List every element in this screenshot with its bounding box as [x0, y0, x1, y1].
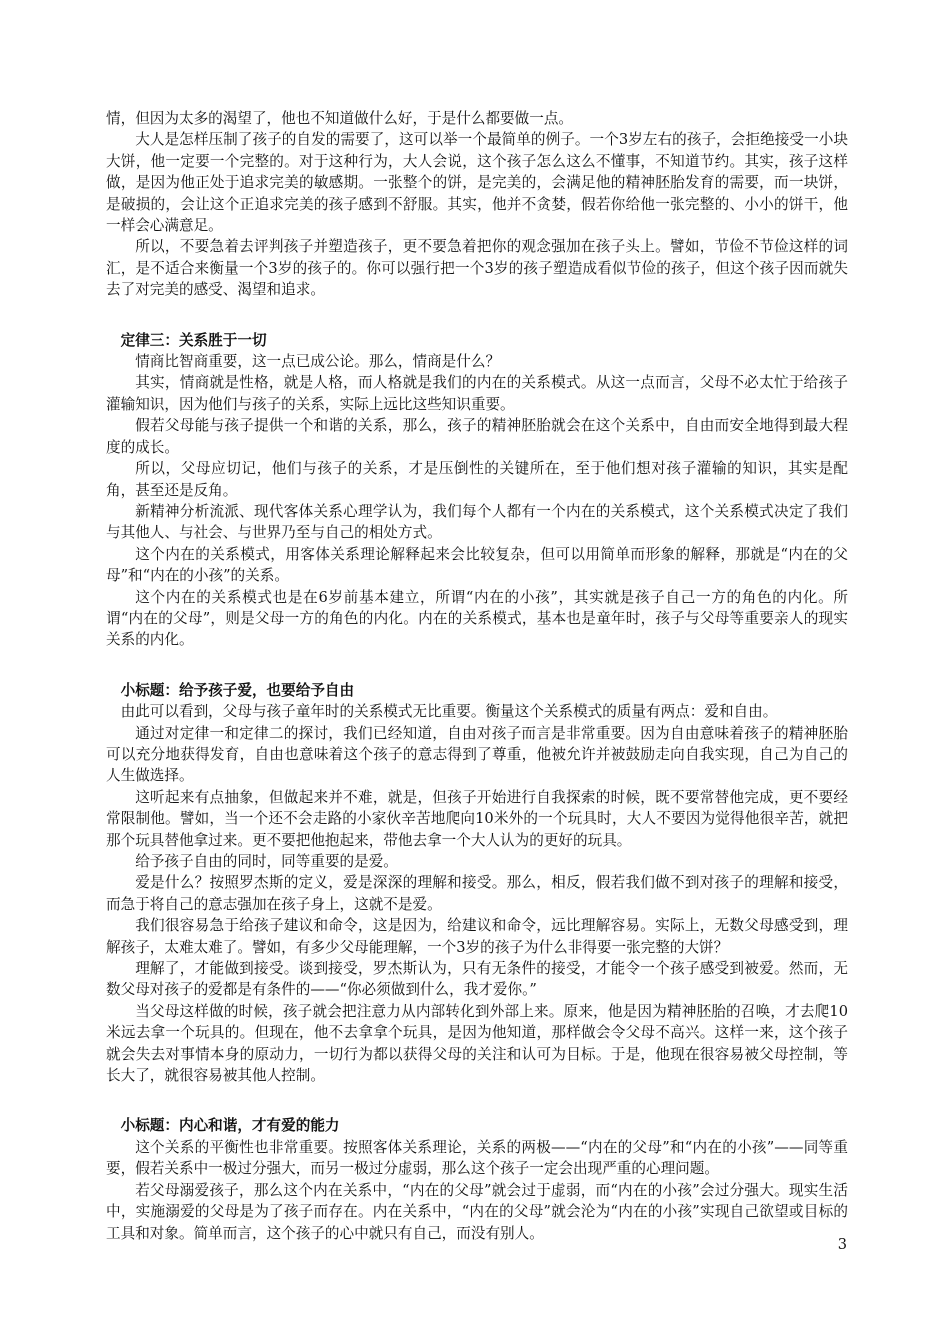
- paragraph: 通过对定律一和定律二的探讨，我们已经知道，自由对孩子而言是非常重要。因为自由意味着孩子的精神胚胎可以充分地获得发育，自由也意味着这个孩子的意志得到了尊重，他被允许并被鼓励走向自我实现，自己为自己的人生做选择。: [106, 724, 848, 785]
- paragraph: 其实，情商就是性格，就是人格，而人格就是我们的内在的关系模式。从这一点而言，父母不必太忙于给孩子灌输知识，因为他们与孩子的关系，实际上远比这些知识重要。: [106, 374, 848, 413]
- paragraph: 所以，父母应切记，他们与孩子的关系，才是压倒性的关键所在，至于他们想对孩子灌输的知识，其实是配角，甚至还是反角。: [106, 460, 848, 499]
- paragraph: 若父母溺爱孩子，那么这个内在关系中，“内在的父母”就会过于虚弱，而“内在的小孩”会过分强大。现实生活中，实施溺爱的父母是为了孩子而存在。内在关系中，“内在的父母”就会沦为“内在的小孩”实现自己欲望或目标的工具和对象。简单而言，这个孩子的心中就只有自己，而没有别人。: [106, 1181, 848, 1242]
- paragraph: 情商比智商重要，这一点已成公论。那么，情商是什么？: [135, 353, 501, 371]
- paragraph: 假若父母能与孩子提供一个和谐的关系，那么，孩子的精神胚胎就会在这个关系中，自由而安全地得到最大程度的成长。: [106, 417, 848, 456]
- paragraph: 给予孩子自由的同时，同等重要的是爱。: [135, 853, 398, 870]
- paragraph: 这听起来有点抽象，但做起来并不难，就是，但孩子开始进行自我探索的时候，既不要常替他完成，更不要经常限制他。譬如，当一个还不会走路的小家伙辛苦地爬向10米外的一个玩具时，大人不要因为觉得他很辛苦，就把那个玩具替他拿过来。更不要把他抱起来，带他去拿一个大人认为的更好的玩具。: [106, 788, 848, 849]
- section-gap: [106, 301, 848, 330]
- page-number: 3: [837, 1236, 847, 1253]
- paragraph: 由此可以看到，父母与孩子童年时的关系模式无比重要。衡量这个关系模式的质量有两点：爱和自由。: [120, 703, 778, 721]
- section-gap: [106, 651, 848, 680]
- paragraph: 情，但因为太多的渴望了，他也不知道做什么好，于是什么都要做一点。: [106, 110, 574, 127]
- paragraph: 新精神分析流派、现代客体关系心理学认为，我们每个人都有一个内在的关系模式，这个关系模式决定了我们与其他人、与社会、与世界乃至与自己的相处方式。: [106, 502, 848, 542]
- paragraph: 这个内在的关系模式，用客体关系理论解释起来会比较复杂，但可以用简单而形象的解释，那就是“内在的父母”和“内在的小孩”的关系。: [106, 545, 848, 585]
- paragraph: 这个内在的关系模式也是在6岁前基本建立，所谓“内在的小孩”，其实就是孩子自己一方的角色的内化。所谓“内在的父母”，则是父母一方的角色的内化。内在的关系模式，基本也是童年时，孩子与父母等重要亲人的现实关系的内化。: [106, 588, 848, 649]
- paragraph: 爱是什么？按照罗杰斯的定义，爱是深深的理解和接受。那么，相反，假若我们做不到对孩子的理解和接受，而急于将自己的意志强加在孩子身上，这就不是爱。: [106, 874, 848, 913]
- section-heading: 小标题：给予孩子爱，也要给予自由: [120, 681, 355, 699]
- paragraph: 理解了，才能做到接受。谈到接受，罗杰斯认为，只有无条件的接受，才能令一个孩子感受到被爱。然而，无数父母对孩子的爱都是有条件的——“你必须做到什么，我才爱你。”: [106, 960, 848, 999]
- section-heading: 定律三：关系胜于一切: [120, 331, 267, 349]
- paragraph: 我们很容易急于给孩子建议和命令，这是因为，给建议和命令，远比理解容易。实际上，无数父母感受到，理解孩子，太难太难了。譬如，有多少父母能理解，一个3岁的孩子为什么非得要一张完整的大饼？: [106, 917, 848, 956]
- paragraph: 这个关系的平衡性也非常重要。按照客体关系理论，关系的两极——“内在的父母”和“内在的小孩”——同等重要，假若关系中一极过分强大，而另一极过分虚弱，那么这个孩子一定会出现严重的心理问题。: [106, 1138, 848, 1178]
- paragraph: 当父母这样做的时候，孩子就会把注意力从内部转化到外部上来。原来，他是因为精神胚胎的召唤，才去爬10米远去拿一个玩具的。但现在，他不去拿拿个玩具，是因为他知道，那样做会令父母不高兴。这样一来，这个孩子就会失去对事情本身的原动力，一切行为都以获得父母的关注和认可为目标。于是，他现在很容易被父母控制，等长大了，就很容易被其他人控制。: [106, 1002, 848, 1085]
- paragraph: 大人是怎样压制了孩子的自发的需要了，这可以举一个最简单的例子。一个3岁左右的孩子，会拒绝接受一小块大饼，他一定要一个完整的。对于这种行为，大人会说，这个孩子怎么这么不懂事，不知道节约。其实，孩子这样做，是因为他正处于追求完美的敏感期。一张整个的饼，是完美的，会满足他的精神胚胎发育的需要，而一块饼，是破损的，会让这个正追求完美的孩子感到不舒服。其实，他并不贪婪，假若你给他一张完整的、小小的饼干，他一样会心满意足。: [106, 131, 848, 235]
- paragraph: 所以，不要急着去评判孩子并塑造孩子，更不要急着把你的观念强加在孩子头上。譬如，节俭不节俭这样的词汇，是不适合来衡量一个3岁的孩子的。你可以强行把一个3岁的孩子塑造成看似节俭的孩子，但这个孩子因而就失去了对完美的感受、渴望和追求。: [106, 238, 848, 299]
- section-heading: 小标题：内心和谐，才有爱的能力: [120, 1117, 340, 1135]
- document-page: [106, 108, 848, 1244]
- section-gap: [106, 1086, 848, 1115]
